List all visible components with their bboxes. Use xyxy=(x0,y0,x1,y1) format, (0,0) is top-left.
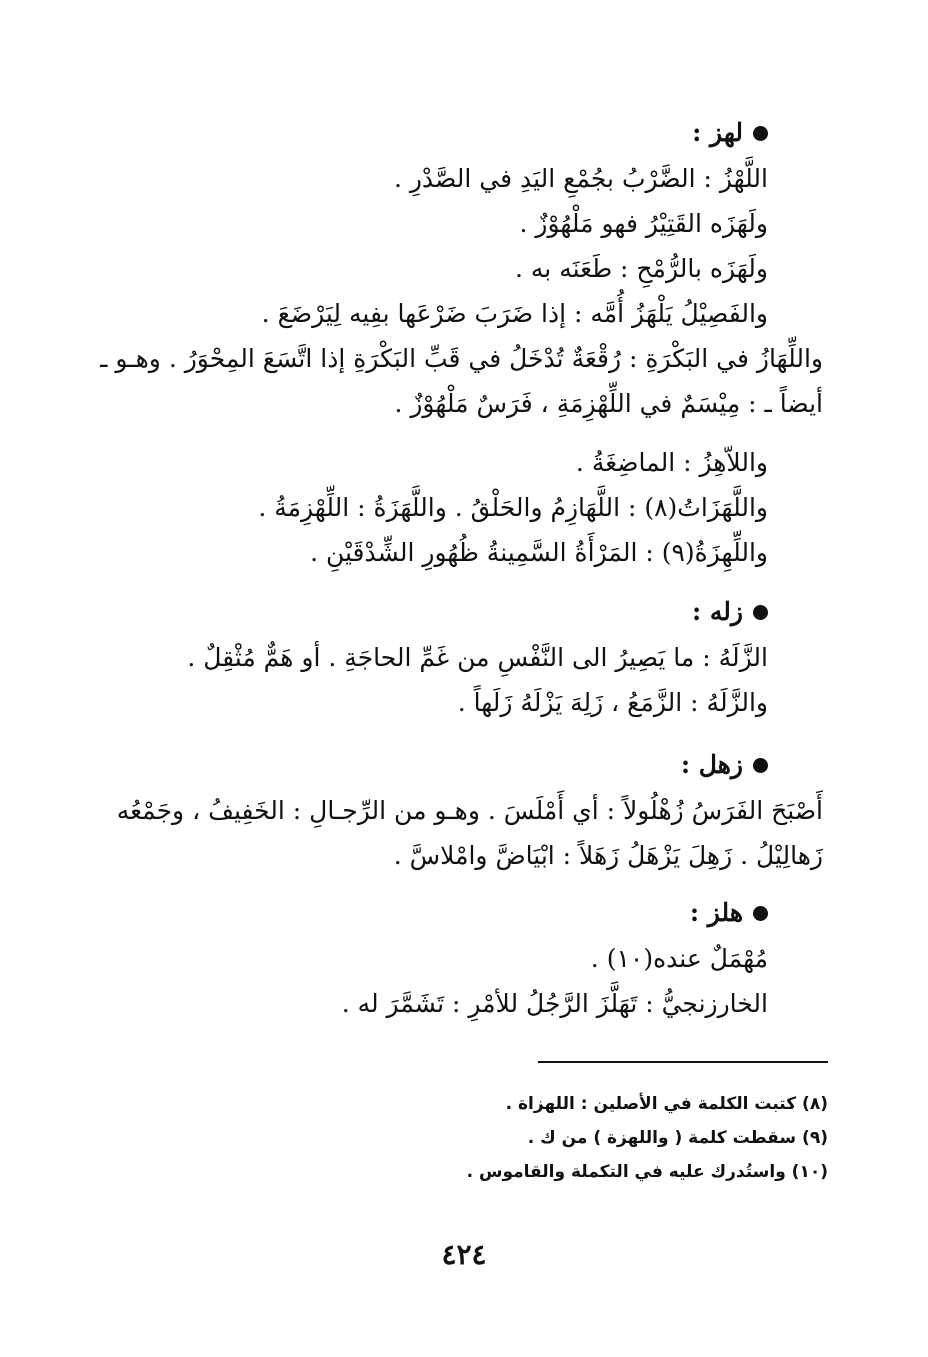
entry-headword xyxy=(692,113,768,153)
bullet-icon xyxy=(753,126,768,141)
entry-line: واللِّهِزَةُ(٩) : المَرْأَةُ السَّمِينةُ ظُهُورِ الشِّدْقَيْنِ . xyxy=(310,538,768,567)
entry-headword xyxy=(690,893,768,933)
entry-line: والفَصِيْلُ يَلْهَزُ أُمَّه : إذا ضَرَبَ ضَرْعَها بفِيه لِيَرْضَعَ . xyxy=(261,299,768,328)
bullet-icon xyxy=(753,758,768,773)
entry-headword xyxy=(681,745,768,785)
entry-line: والزَّلَهُ : الزَّمَعُ ، زَلِهَ يَزْلَهُ زَلَهاً . xyxy=(457,688,768,717)
footnote: (٩) سقطت كلمة ( واللهزة ) من ك . xyxy=(527,1128,828,1148)
entry-line: أَصْبَحَ الفَرَسُ زُهْلُولاً : أي أَمْلَسَ . وهـو من الرِّجـالِ : الخَفِيفُ ، وجَمْعُه xyxy=(116,796,823,825)
entry-line: الزَّلَهُ : ما يَصِيرُ الى النَّفْسِ من غَمِّ الحاجَةِ . أو هَمٌّ مُثْقِلٌ . xyxy=(187,643,768,672)
headword-text: زهل : xyxy=(680,750,743,779)
page-number: ٤٢٤ xyxy=(441,1238,487,1271)
entry-line: مُهْمَلٌ عنده(١٠) . xyxy=(590,944,768,973)
bullet-icon xyxy=(753,605,768,620)
headword-text: زله : xyxy=(691,597,743,626)
headword-text: هلز : xyxy=(689,898,743,927)
footnote: (١٠) واستُدرك عليه في التكملة والقاموس . xyxy=(466,1162,828,1182)
entry-line: زَهالِيْلُ . زَهِلَ يَزْهَلُ زَهَلاً : ابْيَاضَّ وامْلاسَّ . xyxy=(393,841,823,870)
entry-line: اللَّهْزُ : الضَّرْبُ بجُمْعِ اليَدِ في الصَّدْرِ . xyxy=(393,164,768,193)
bullet-icon xyxy=(753,906,768,921)
entry-line: واللاّهِزُ : الماضِغَةُ . xyxy=(575,448,768,477)
footnote: (٨) كتبت الكلمة في الأصلين : اللهزاة . xyxy=(505,1094,828,1114)
entry-line: أيضاً ـ : مِيْسَمٌ في اللِّهْزِمَةِ ، فَرَسٌ مَلْهُوْزٌ . xyxy=(394,389,823,418)
entry-line: واللِّهَازُ في البَكْرَةِ : رُقْعَةٌ تُدْخَلُ في قَبِّ البَكْرَةِ إذا اتَّسَعَ المِحْوَرُ . وهـو ـ xyxy=(100,344,823,373)
entry-line: ولَهَزَه القَتِيْرُ فهو مَلْهُوْزٌ . xyxy=(519,209,768,238)
entry-headword xyxy=(692,592,768,632)
footnote-divider xyxy=(538,1061,828,1063)
entry-line: ولَهَزَه بالرُّمْحِ : طَعَنَه به . xyxy=(515,254,768,283)
entry-line: واللَّهَزَاتُ(٨) : اللَّهَازِمُ والحَلْقُ . واللَّهَزَةُ : اللِّهْزِمَةُ . xyxy=(258,493,768,522)
headword-text: لهز : xyxy=(692,118,743,147)
entry-line: الخارزنجيُّ : تَهَلَّزَ الرَّجُلُ للأمْرِ : تَشَمَّرَ له . xyxy=(341,989,768,1018)
